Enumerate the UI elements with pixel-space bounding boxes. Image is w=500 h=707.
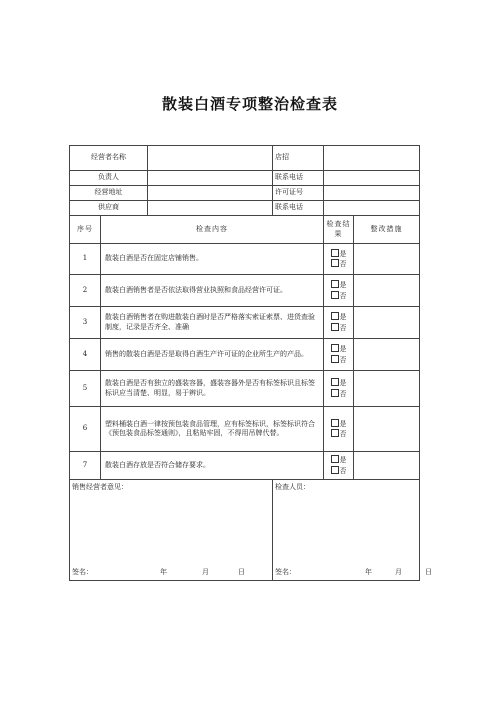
table-row	[70, 452, 420, 480]
item-content: 塑料桶装白酒一律按预包装食品管理，应有标签标识，标签标识符合《预包装食品标签通则》，且粘贴牢固，不得用吊牌代替。	[101, 407, 324, 452]
item-number: 7	[70, 452, 101, 480]
checkbox-icon	[331, 344, 339, 352]
measures-field[interactable]	[354, 371, 420, 407]
checkbox-icon	[331, 355, 339, 363]
supplier-field[interactable]	[148, 201, 273, 216]
measures-field[interactable]	[354, 452, 420, 480]
seller-month-label: 月	[202, 567, 209, 576]
info-row-supplier	[70, 201, 420, 216]
checkbox-icon	[331, 291, 339, 299]
result-options	[324, 244, 354, 275]
seller-opinion-box[interactable]	[70, 480, 273, 581]
result-options	[324, 275, 354, 307]
person-in-charge-label: 负责人	[70, 171, 148, 186]
address-label: 经营地址	[70, 186, 148, 201]
checkbox-icon	[331, 259, 339, 267]
info-row-person	[70, 171, 420, 186]
result-yes-checkbox[interactable]: 是	[326, 312, 351, 322]
address-field[interactable]	[148, 186, 273, 201]
result-yes-checkbox[interactable]: 是	[326, 249, 351, 259]
header-measures: 整改措施	[354, 216, 420, 244]
checkbox-icon	[331, 466, 339, 474]
contact-phone-field[interactable]	[324, 171, 420, 186]
measures-field[interactable]	[354, 275, 420, 307]
header-content: 检查内容	[101, 216, 324, 244]
result-options	[324, 307, 354, 339]
item-content: 散装白酒销售者在购进散装白酒时是否严格落实索证索票、进货查验制度，记录是否齐全、准确	[101, 307, 324, 339]
inspector-sign-label: 签名：	[275, 567, 296, 576]
result-yes-checkbox[interactable]: 是	[326, 378, 351, 388]
item-content: 散装白酒是否有独立的盛装容器，盛装容器外是否有标签标识且标签标识应当清楚、明显，易于辨识。	[101, 371, 324, 407]
item-content: 销售的散装白酒是否是取得白酒生产许可证的企业所生产的产品。	[101, 339, 324, 371]
result-no-checkbox[interactable]: 否	[326, 323, 351, 333]
result-no-checkbox[interactable]: 否	[326, 466, 351, 476]
operator-name-field[interactable]	[148, 146, 273, 171]
inspection-form-table	[69, 145, 432, 581]
license-no-label: 许可证号	[273, 186, 324, 201]
result-no-checkbox[interactable]: 否	[326, 355, 351, 365]
table-row	[70, 339, 420, 371]
table-row	[70, 371, 420, 407]
supplier-contact-phone-field[interactable]	[324, 201, 420, 216]
shop-sign-field[interactable]	[324, 146, 420, 171]
checkbox-icon	[331, 429, 339, 437]
header-result: 检查结果	[324, 216, 354, 244]
checkbox-icon	[331, 323, 339, 331]
table-header-row	[70, 216, 420, 244]
item-number: 6	[70, 407, 101, 452]
inspector-year-label: 年	[365, 567, 372, 576]
checkbox-icon	[331, 312, 339, 320]
table-row	[70, 307, 420, 339]
result-yes-checkbox[interactable]: 是	[326, 344, 351, 354]
supplier-label: 供应商	[70, 201, 148, 216]
result-no-checkbox[interactable]: 否	[326, 291, 351, 301]
checkbox-icon	[331, 280, 339, 288]
item-number: 2	[70, 275, 101, 307]
header-no: 序号	[70, 216, 101, 244]
inspector-box[interactable]	[273, 480, 432, 581]
measures-field[interactable]	[354, 407, 420, 452]
seller-year-label: 年	[160, 567, 167, 576]
checkbox-icon	[331, 389, 339, 397]
shop-sign-label: 店招	[273, 146, 324, 171]
seller-sign-label: 签名：	[72, 567, 93, 576]
inspector-label: 检查人员：	[275, 483, 310, 491]
page-title: 散装白酒专项整治检查表	[161, 95, 338, 113]
item-number: 3	[70, 307, 101, 339]
item-content: 散装白酒销售者是否依法取得营业执照和食品经营许可证。	[101, 275, 324, 307]
seller-day-label: 日	[238, 567, 245, 576]
signature-row	[70, 480, 420, 581]
item-number: 5	[70, 371, 101, 407]
seller-opinion-label: 销售经营者意见：	[72, 483, 128, 491]
checkbox-icon	[331, 455, 339, 463]
item-number: 4	[70, 339, 101, 371]
inspector-month-label: 月	[395, 567, 402, 576]
result-options	[324, 371, 354, 407]
checkbox-icon	[331, 249, 339, 257]
item-number: 1	[70, 244, 101, 275]
table-row	[70, 407, 420, 452]
item-content: 散装白酒存放是否符合储存要求。	[101, 452, 324, 480]
result-yes-checkbox[interactable]: 是	[326, 280, 351, 290]
result-options	[324, 452, 354, 480]
measures-field[interactable]	[354, 307, 420, 339]
info-row-address	[70, 186, 420, 201]
result-no-checkbox[interactable]: 否	[326, 429, 351, 439]
result-options	[324, 407, 354, 452]
result-yes-checkbox[interactable]: 是	[326, 419, 351, 429]
measures-field[interactable]	[354, 339, 420, 371]
result-options	[324, 339, 354, 371]
inspector-day-label: 日	[425, 567, 432, 576]
item-content: 散装白酒是否在固定店铺销售。	[101, 244, 324, 275]
table-row	[70, 244, 420, 275]
result-yes-checkbox[interactable]: 是	[326, 455, 351, 465]
contact-phone-label: 联系电话	[273, 171, 324, 186]
result-no-checkbox[interactable]: 否	[326, 389, 351, 399]
operator-name-label: 经营者名称	[70, 146, 148, 171]
table-row	[70, 275, 420, 307]
person-in-charge-field[interactable]	[148, 171, 273, 186]
info-row-operator	[70, 146, 420, 171]
result-no-checkbox[interactable]: 否	[326, 259, 351, 269]
supplier-contact-phone-label: 联系电话	[273, 201, 324, 216]
checkbox-icon	[331, 378, 339, 386]
measures-field[interactable]	[354, 244, 420, 275]
checkbox-icon	[331, 419, 339, 427]
license-no-field[interactable]	[324, 186, 420, 201]
